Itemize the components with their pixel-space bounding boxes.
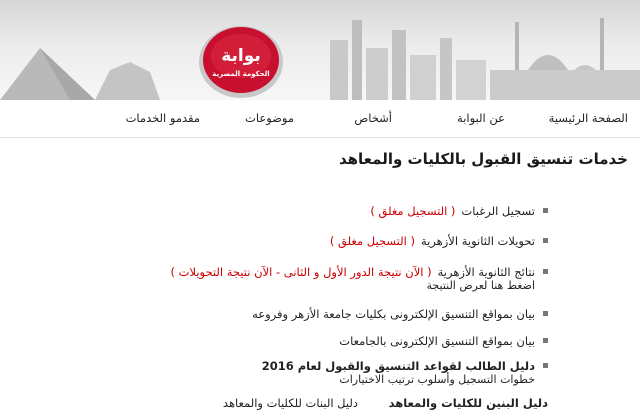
- list-item-azhar-results[interactable]: [170, 265, 548, 292]
- boys-guide-link[interactable]: دليل البنين للكليات والمعاهد: [388, 396, 548, 410]
- girls-guide-link[interactable]: دليل البنات للكليات والمعاهد: [222, 396, 358, 410]
- list-item-label[interactable]: تحويلات الثانوية الأزهرية: [420, 234, 535, 248]
- header-banner: [0, 0, 640, 100]
- nav-item-service-providers[interactable]: مقدمو الخدمات: [125, 111, 200, 125]
- bullet-icon: [543, 208, 548, 213]
- list-item-label[interactable]: بيان بمواقع التنسيق الإلكترونى بكليات جامعة الأزهر وفروعه: [252, 307, 535, 321]
- list-item-label[interactable]: تسجيل الرغبات: [461, 204, 535, 218]
- list-item-label[interactable]: نتائج الثانوية الأزهرية: [437, 265, 535, 279]
- page-title: خدمات تنسيق القبول بالكليات والمعاهد: [338, 150, 628, 168]
- site-logo[interactable]: [196, 16, 286, 100]
- bullet-icon: [543, 238, 548, 243]
- status-label: ( التسجيل مغلق ): [370, 204, 456, 218]
- logo-title: بوابة: [221, 46, 261, 66]
- bullet-icon: [543, 311, 548, 316]
- status-label: ( الآن نتيجة الدور الأول و الثانى - الآن نتيجة التحويلات ): [170, 265, 432, 279]
- guide-subtitle: خطوات التسجيل وأسلوب ترتيب الاختيارات: [339, 373, 535, 386]
- list-item-azhar-sites[interactable]: [252, 307, 548, 321]
- list-item-register-wishes[interactable]: [370, 204, 548, 218]
- main-content: [0, 138, 640, 418]
- bullet-icon: [543, 338, 548, 343]
- nav-item-about[interactable]: عن البوابة: [457, 111, 505, 125]
- bullet-icon: [543, 269, 548, 274]
- list-item-label[interactable]: دليل الطالب لقواعد التنسيق والقبول لعام 2016: [261, 359, 535, 373]
- city-skyline-image: [0, 0, 640, 100]
- list-item-azhar-transfers[interactable]: [330, 234, 548, 248]
- list-item-university-sites[interactable]: [339, 334, 548, 348]
- main-nav: [0, 100, 640, 138]
- list-item-student-guide[interactable]: [262, 359, 548, 386]
- bullet-icon: [543, 363, 548, 368]
- nav-item-topics[interactable]: موضوعات: [245, 111, 294, 125]
- status-label: ( التسجيل مغلق ): [329, 234, 415, 248]
- list-item-label[interactable]: بيان بمواقع التنسيق الإلكترونى بالجامعات: [339, 334, 535, 348]
- nav-item-home[interactable]: الصفحة الرئيسية: [548, 111, 628, 125]
- nav-item-people[interactable]: أشخاص: [354, 111, 392, 125]
- logo-subtitle: الحكومة المصرية: [212, 70, 270, 78]
- results-link[interactable]: اضغط هنا لعرض النتيجة: [426, 279, 535, 292]
